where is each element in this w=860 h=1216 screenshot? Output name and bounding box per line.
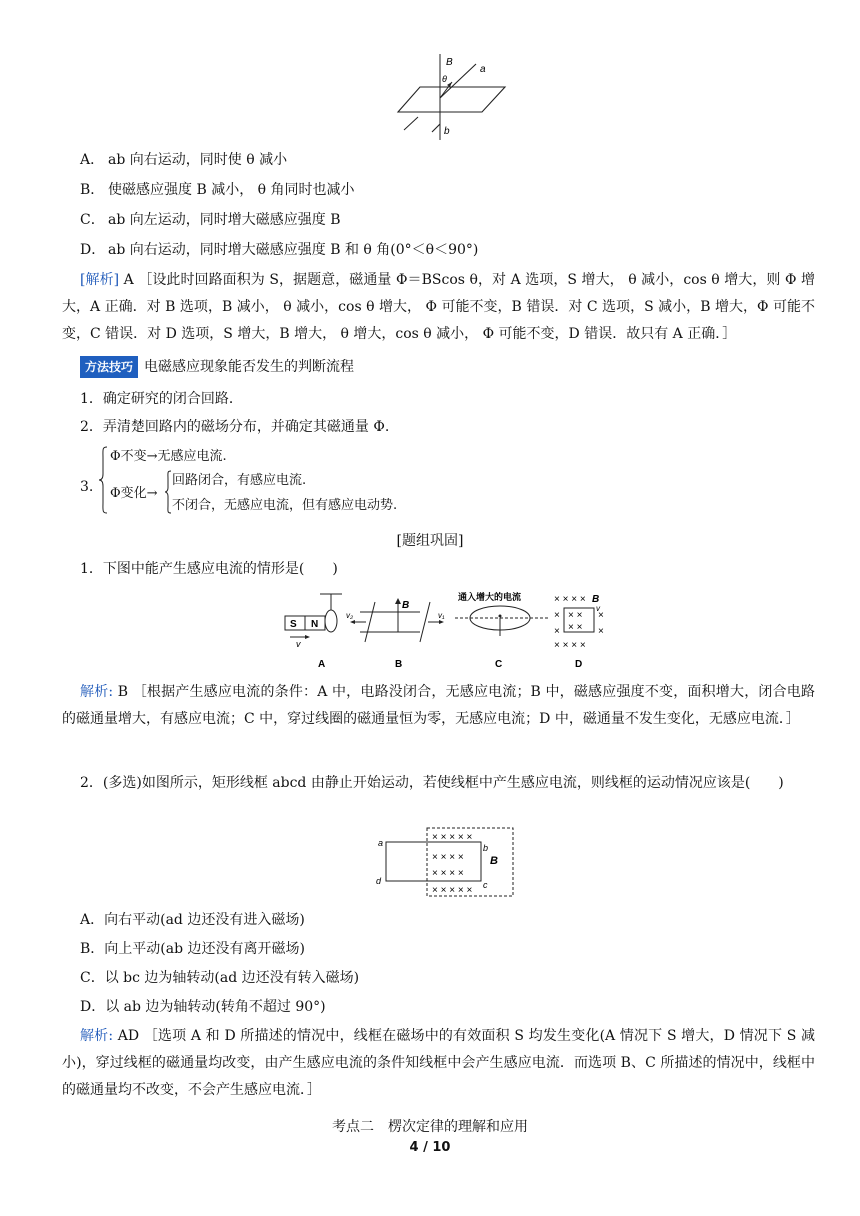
q2-option-b: B．向上平动(ab 边还没有离开磁场)	[80, 941, 305, 957]
q2-analysis-label: 解析:	[80, 1028, 114, 1044]
fig-label-b: B	[446, 57, 453, 68]
q2-analysis-text: AD ［选项 A 和 D 所描述的情况中，线框在磁场中的有效面积 S 均发生变化(A 情况下 S 增大，D 情况下 S 减小)，穿过线框的磁通量均改变，由产生感应电流的条件知线框中会产生感应电流．而选项 B、C 所描述的情况中，线框中的磁通量均不改变，不会产生感应电流．］	[62, 1028, 816, 1098]
option-a-text: ab 向右运动，同时使 θ 减小	[108, 152, 288, 168]
v2-label: v₂	[346, 611, 354, 620]
svg-text:× × × × ×: × × × × ×	[432, 832, 473, 843]
svg-text:×: ×	[598, 610, 604, 621]
option-b: B．	[80, 182, 105, 198]
fig-label-b-lower: b	[444, 126, 450, 137]
magnet-v-label: v	[296, 639, 301, 649]
svg-text:× × × ×: × × × ×	[554, 640, 586, 651]
method-title: 电磁感应现象能否发生的判断流程	[144, 359, 355, 375]
branch-closed: 回路闭合，有感应电流.	[172, 473, 307, 488]
q0-analysis	[62, 267, 815, 348]
label-a: A	[318, 659, 326, 670]
q2-figure	[370, 826, 520, 900]
q2-label-c: c	[483, 880, 488, 890]
plane-b-field-figure	[390, 52, 510, 147]
method-heading	[80, 356, 354, 378]
label-c: C	[495, 659, 503, 670]
analysis-text: A ［设此时回路面积为 S，据题意，磁通量 Φ＝BScos θ，对 A 选项，S 增大， θ 减小，cos θ 增大，则 Φ 增大，A 正确．对 B 选项，B 减小， θ 减小，cos θ 增大， Φ 可能不变，B 错误．对 C 选项，S 减小，B 增大，Φ 可能不变，C 错误．对 D 选项，S 增大，B 增大， θ 增大，cos θ 减小， Φ 可能不变，D 错误．故只有 A 正确．］	[62, 272, 815, 342]
svg-text:× × × ×: × × × ×	[432, 868, 464, 879]
option-a: A．	[80, 152, 105, 168]
b-field-label: B	[402, 600, 410, 611]
q2-option-c: C．以 bc 边为轴转动(ad 边还没有转入磁场)	[80, 970, 360, 986]
figure-c	[455, 591, 548, 670]
section-heading: 考点二 楞次定律的理解和应用	[332, 1119, 528, 1135]
magnet-n-label: N	[311, 619, 319, 630]
figure-b	[346, 598, 445, 670]
method-step-1: 1．确定研究的闭合回路．	[80, 391, 243, 407]
branch-open: 不闭合，无感应电流，但有感应电动势.	[172, 498, 398, 513]
label-b: B	[395, 659, 403, 670]
method-step-3-number: 3.	[80, 479, 94, 495]
branch-unchanged: Φ不变→无感应电流.	[110, 449, 227, 464]
svg-text:× ×: × ×	[568, 622, 583, 633]
outer-brace-icon	[98, 446, 108, 514]
q1-stem: 1．下图中能产生感应电流的情形是( )	[80, 561, 338, 577]
option-c-text: ab 向左运动，同时增大磁感应强度 B	[108, 212, 341, 228]
q2-option-d: D．以 ab 边为轴转动(转角不超过 90°)	[80, 999, 326, 1015]
q2-label-field: B	[490, 855, 498, 867]
svg-text:× × × ×: × × × ×	[432, 852, 464, 863]
q2-label-a: a	[378, 838, 384, 848]
magnet-s-label: S	[290, 619, 297, 630]
method-step-2: 2．弄清楚回路内的磁场分布，并确定其磁通量 Φ.	[80, 419, 390, 435]
fig-label-theta: θ	[442, 74, 447, 84]
q2-stem: 2．(多选)如图所示，矩形线框 abcd 由静止开始运动，若使线框中产生感应电流，则线框的运动情况应该是( )	[80, 775, 784, 791]
q2-analysis	[62, 1023, 815, 1104]
c-caption: 通入增大的电流	[458, 593, 522, 603]
inner-brace-icon	[164, 470, 172, 514]
figure-d	[554, 594, 604, 670]
option-d-text: ab 向右运动，同时增大磁感应强度 B 和 θ 角(0°＜θ＜90°)	[108, 242, 479, 258]
q2-option-a: A．向右平动(ad 边还没有进入磁场)	[80, 912, 305, 928]
q2-label-b: b	[483, 843, 489, 853]
q1-figures	[280, 588, 620, 673]
q1-analysis-label: 解析:	[80, 684, 114, 700]
q2-label-d: d	[376, 876, 382, 886]
svg-text:× × × ×: × × × ×	[554, 594, 586, 605]
d-v-label: v	[596, 604, 600, 613]
page-number: 4 / 10	[409, 1140, 451, 1155]
svg-text:× × × × ×: × × × × ×	[432, 885, 473, 896]
q1-analysis-text: B ［根据产生感应电流的条件：A 中，电路没闭合，无感应电流；B 中，磁感应强度不变，面积增大，闭合电路的磁通量增大，有感应电流；C 中，穿过线圈的磁通量恒为零，无感应电流；D 中，磁通量不发生变化，无感应电流．］	[62, 684, 815, 727]
svg-text:×: ×	[554, 626, 560, 637]
svg-text:× ×: × ×	[568, 610, 583, 621]
svg-text:×: ×	[598, 626, 604, 637]
svg-text:×: ×	[554, 610, 560, 621]
branch-changed-head: Φ变化→	[110, 486, 158, 501]
option-c: C．	[80, 212, 105, 228]
figure-a	[285, 594, 342, 670]
q1-analysis	[62, 679, 815, 733]
v1-label: v₁	[438, 611, 445, 620]
analysis-label: [解析]	[80, 272, 120, 288]
d-b-label: B	[592, 594, 600, 605]
option-d: D．	[80, 242, 106, 258]
fig-label-a: a	[480, 64, 486, 75]
section-title: [题组巩固]	[396, 533, 464, 549]
option-b-text: 使磁感应强度 B 减小， θ 角同时也减小	[108, 182, 355, 198]
label-d: D	[575, 659, 583, 670]
method-badge: 方法技巧	[80, 356, 138, 378]
